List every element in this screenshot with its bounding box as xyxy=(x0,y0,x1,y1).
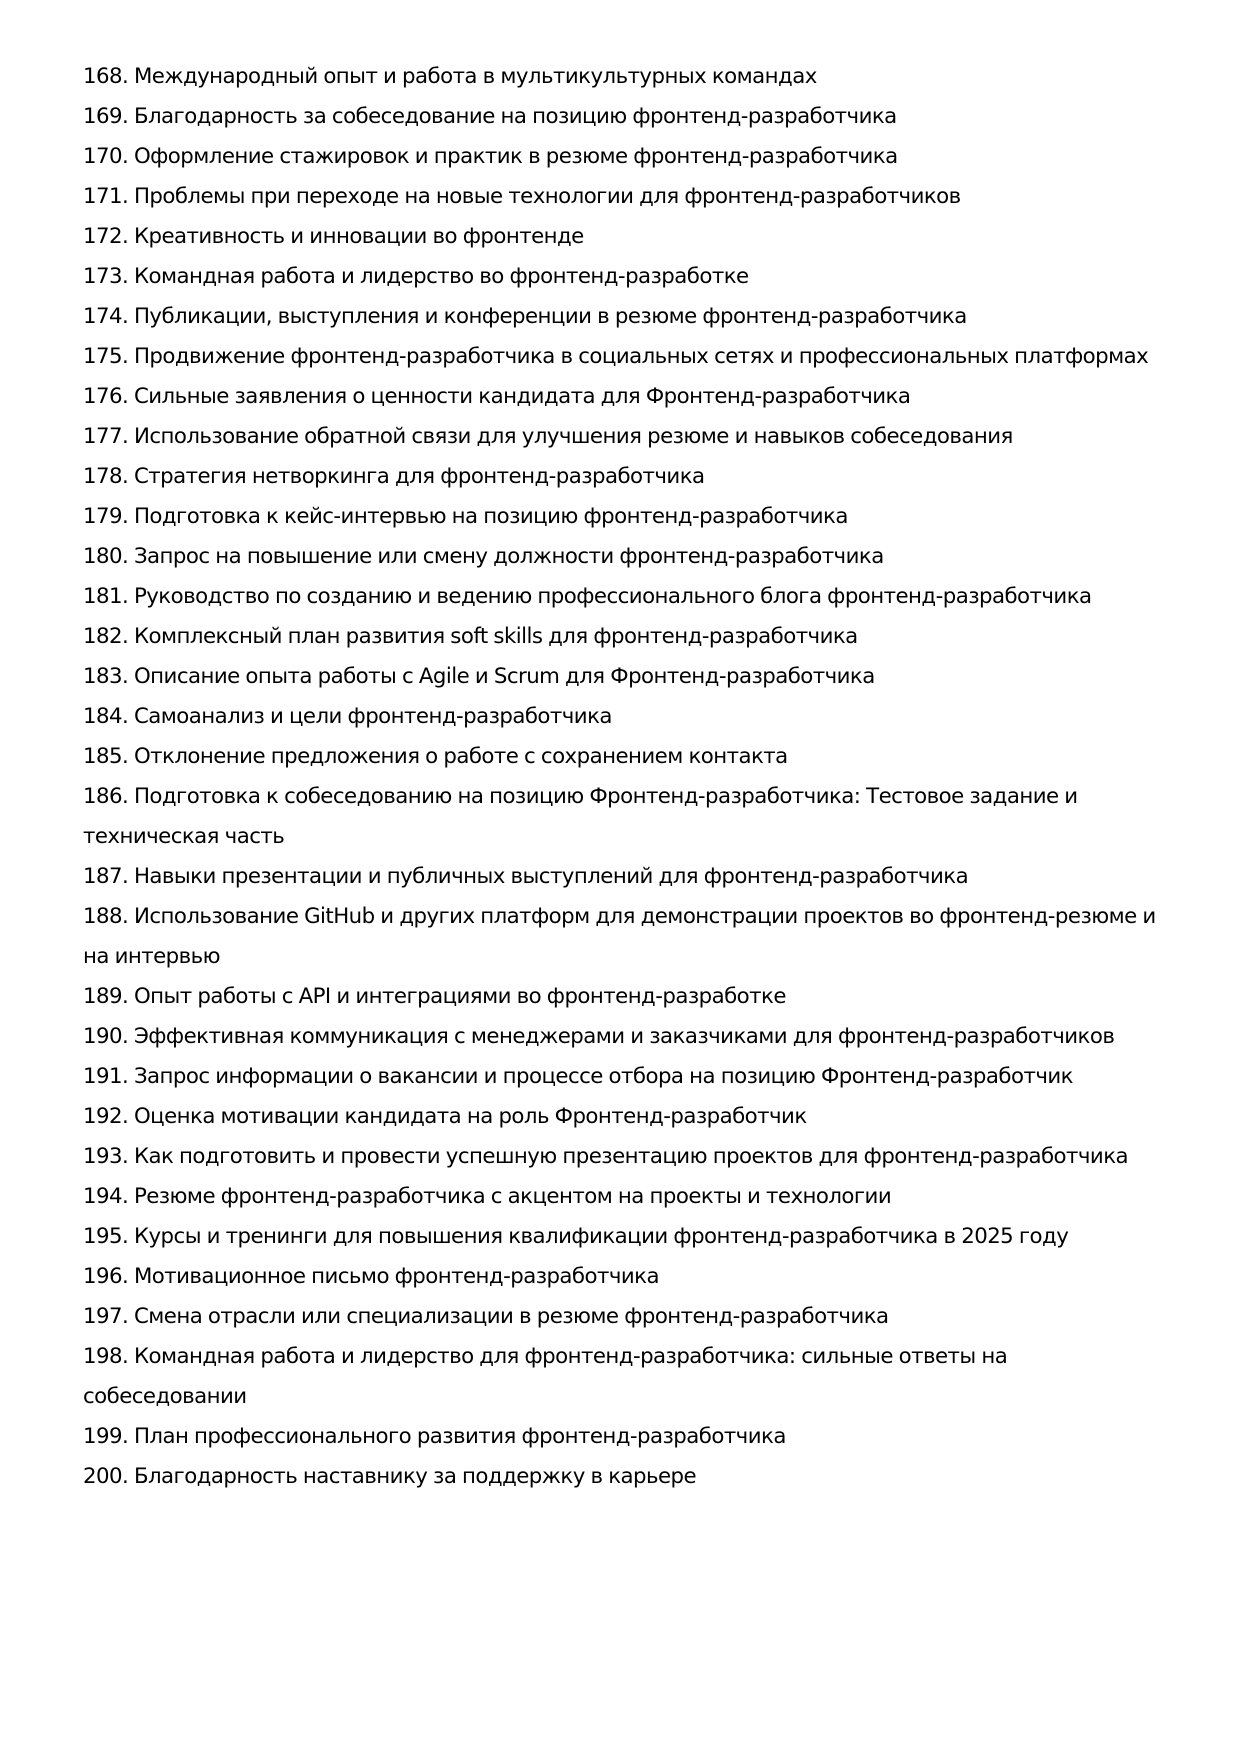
list-item: 172. Креативность и инновации во фронтенде xyxy=(83,224,584,249)
list-item: 175. Продвижение фронтенд-разработчика в социальных сетях и профессиональных платформах xyxy=(83,344,1149,369)
list-item: 194. Резюме фронтенд-разработчика с акцентом на проекты и технологии xyxy=(83,1184,892,1209)
list-item: 197. Смена отрасли или специализации в резюме фронтенд-разработчика xyxy=(83,1304,889,1329)
list-item: 173. Командная работа и лидерство во фронтенд-разработке xyxy=(83,264,749,289)
list-item: 174. Публикации, выступления и конференции в резюме фронтенд-разработчика xyxy=(83,304,967,329)
list-item: 183. Описание опыта работы с Agile и Scrum для Фронтенд-разработчика xyxy=(83,664,875,689)
list-item: 180. Запрос на повышение или смену должности фронтенд-разработчика xyxy=(83,544,884,569)
list-item: 195. Курсы и тренинги для повышения квалификации фронтенд-разработчика в 2025 году xyxy=(83,1224,1069,1249)
list-item: 171. Проблемы при переходе на новые технологии для фронтенд-разработчиков xyxy=(83,184,961,209)
list-item: 200. Благодарность наставнику за поддержку в карьере xyxy=(83,1464,697,1489)
list-item: 196. Мотивационное письмо фронтенд-разработчика xyxy=(83,1264,659,1289)
list-item: 191. Запрос информации о вакансии и процессе отбора на позицию Фронтенд-разработчик xyxy=(83,1064,1073,1089)
list-item: 184. Самоанализ и цели фронтенд-разработчика xyxy=(83,704,612,729)
list-item: 168. Международный опыт и работа в мультикультурных командах xyxy=(83,64,817,89)
topic-list xyxy=(83,57,1173,1497)
list-item: 170. Оформление стажировок и практик в резюме фронтенд-разработчика xyxy=(83,144,898,169)
list-item: 179. Подготовка к кейс-интервью на позицию фронтенд-разработчика xyxy=(83,504,848,529)
list-item: 187. Навыки презентации и публичных выступлений для фронтенд-разработчика xyxy=(83,864,969,889)
list-item: 186. Подготовка к собеседованию на позицию Фронтенд-разработчика: Тестовое задание и техническая часть xyxy=(83,784,1078,849)
list-item: 182. Комплексный план развития soft skills для фронтенд-разработчика xyxy=(83,624,858,649)
list-item: 190. Эффективная коммуникация с менеджерами и заказчиками для фронтенд-разработчиков xyxy=(83,1024,1115,1049)
list-item: 169. Благодарность за собеседование на позицию фронтенд-разработчика xyxy=(83,104,897,129)
list-item: 189. Опыт работы с API и интеграциями во фронтенд-разработке xyxy=(83,984,786,1009)
list-item: 185. Отклонение предложения о работе с сохранением контакта xyxy=(83,744,788,769)
list-item: 192. Оценка мотивации кандидата на роль Фронтенд-разработчик xyxy=(83,1104,807,1129)
list-item: 188. Использование GitHub и других платформ для демонстрации проектов во фронтенд-резюме и на интервью xyxy=(83,904,1156,969)
list-item: 177. Использование обратной связи для улучшения резюме и навыков собеседования xyxy=(83,424,1013,449)
list-item: 178. Стратегия нетворкинга для фронтенд-разработчика xyxy=(83,464,705,489)
list-item: 181. Руководство по созданию и ведению профессионального блога фронтенд-разработчика xyxy=(83,584,1092,609)
list-item: 199. План профессионального развития фронтенд-разработчика xyxy=(83,1424,786,1449)
list-item: 176. Сильные заявления о ценности кандидата для Фронтенд-разработчика xyxy=(83,384,911,409)
list-item: 193. Как подготовить и провести успешную презентацию проектов для фронтенд-разработчика xyxy=(83,1144,1129,1169)
list-item: 198. Командная работа и лидерство для фронтенд-разработчика: сильные ответы на собеседовании xyxy=(83,1344,1008,1409)
